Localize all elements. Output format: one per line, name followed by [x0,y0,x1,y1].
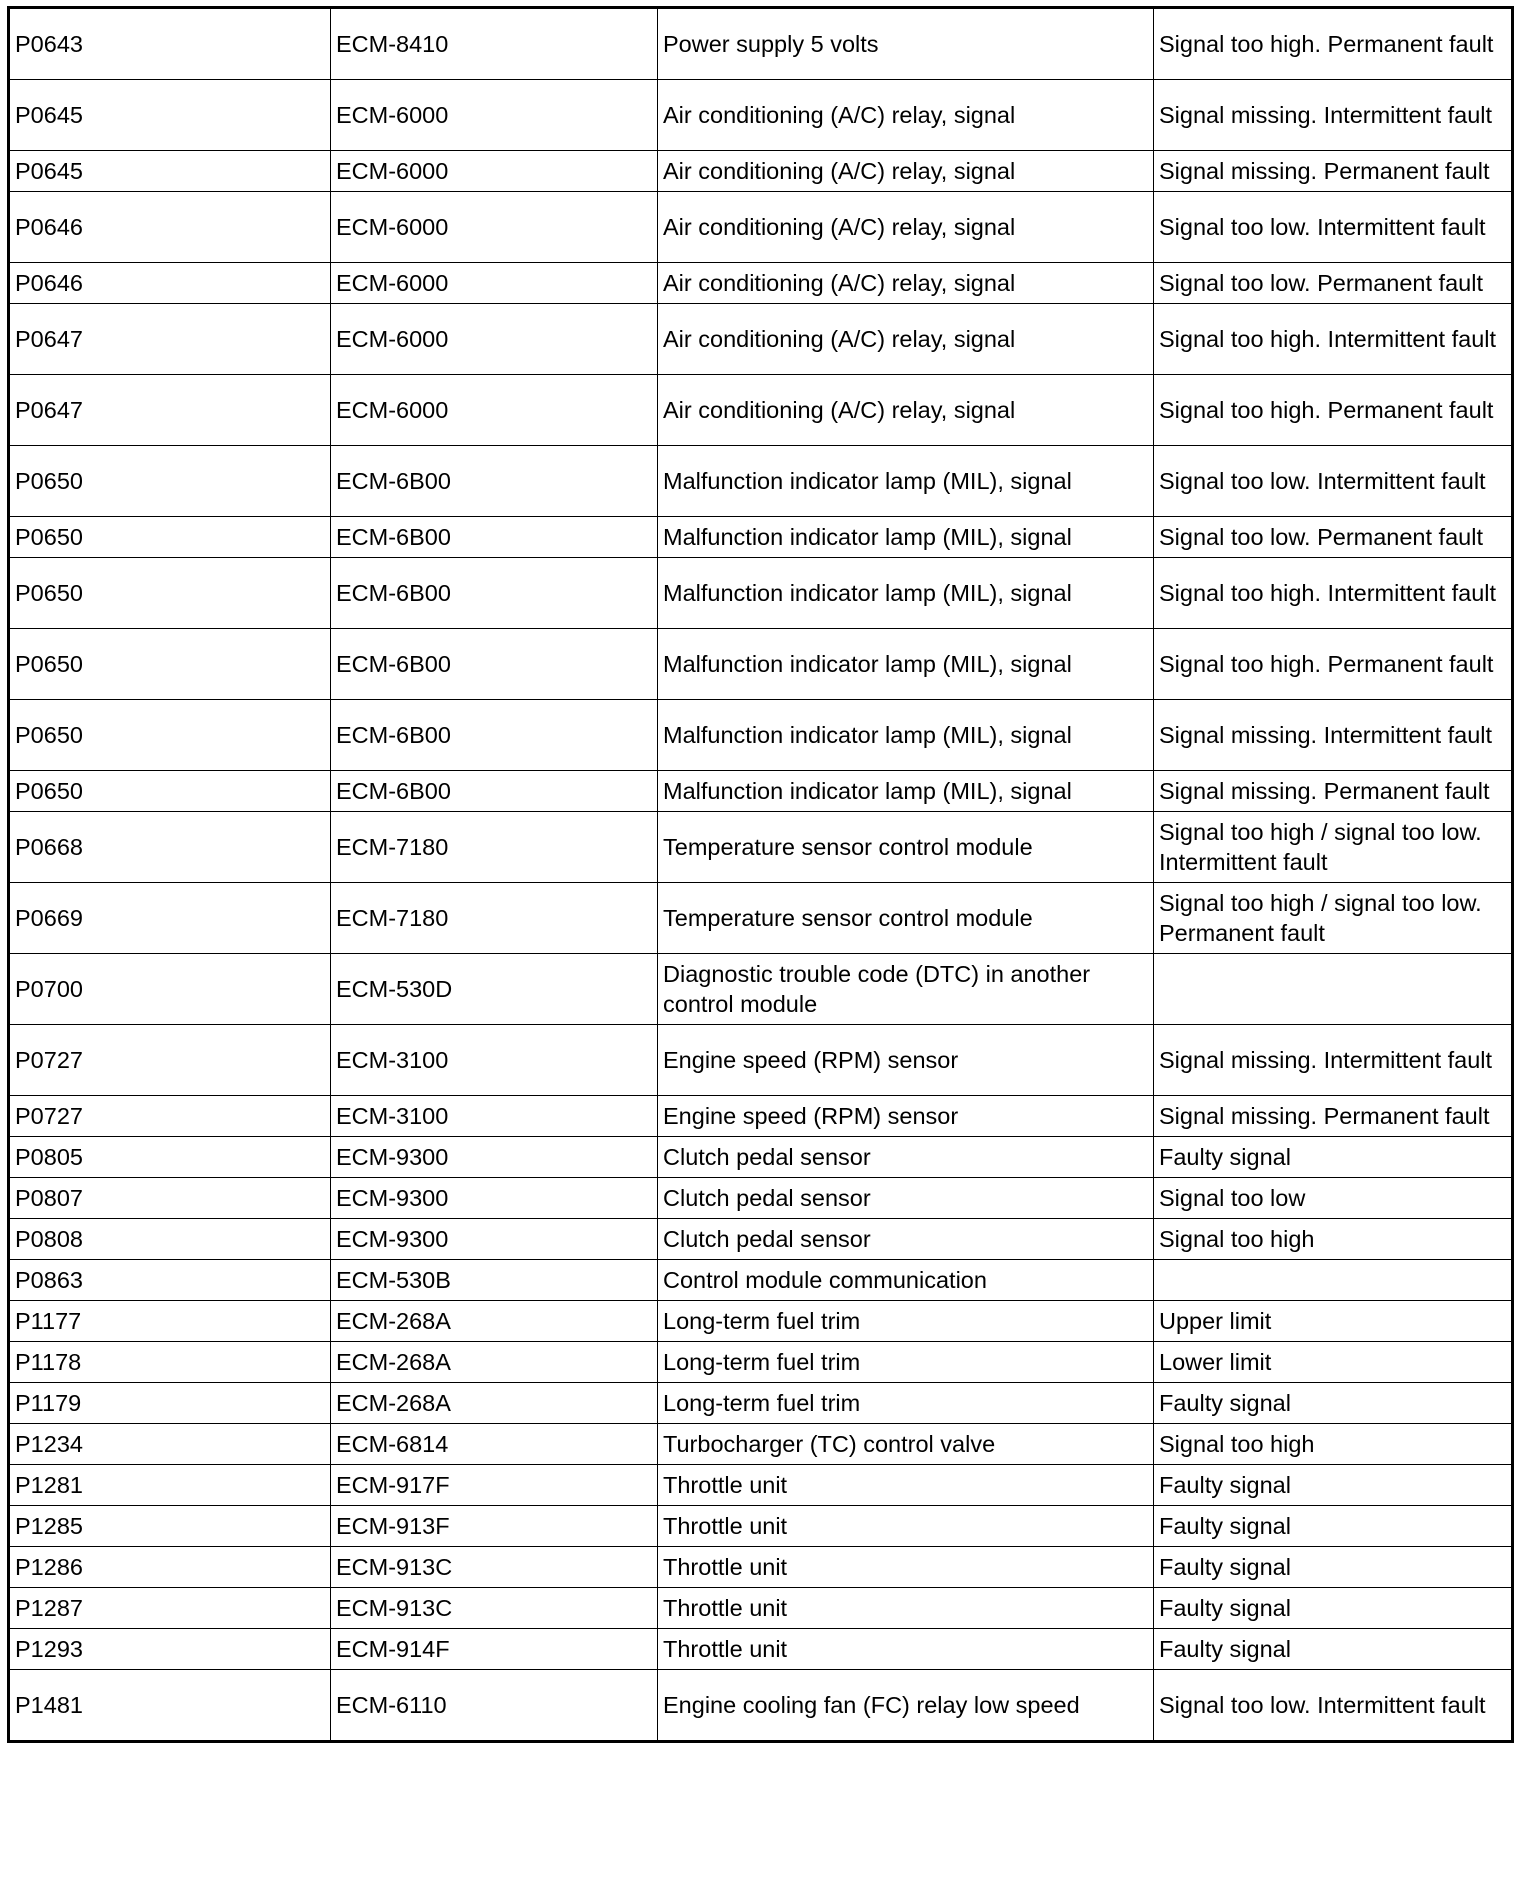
fault-description-cell: Signal too high [1154,1219,1513,1260]
dtc-code-cell: P0805 [9,1137,331,1178]
ecm-code-cell: ECM-9300 [331,1178,658,1219]
fault-description-cell [1154,954,1513,1025]
dtc-code-cell: P0647 [9,304,331,375]
dtc-code-cell: P1286 [9,1547,331,1588]
dtc-table-body [9,8,1513,1742]
table-row [9,1465,1513,1506]
table-row [9,1670,1513,1742]
component-cell: Air conditioning (A/C) relay, signal [658,151,1154,192]
dtc-code-cell: P0650 [9,558,331,629]
fault-description-cell: Upper limit [1154,1301,1513,1342]
fault-description-cell: Signal missing. Permanent fault [1154,151,1513,192]
component-cell: Throttle unit [658,1506,1154,1547]
component-cell: Malfunction indicator lamp (MIL), signal [658,446,1154,517]
table-row [9,80,1513,151]
ecm-code-cell: ECM-6B00 [331,700,658,771]
ecm-code-cell: ECM-913F [331,1506,658,1547]
dtc-code-cell: P0645 [9,151,331,192]
fault-description-cell: Signal too high. Intermittent fault [1154,304,1513,375]
table-row [9,558,1513,629]
fault-description-cell: Faulty signal [1154,1547,1513,1588]
dtc-code-cell: P0647 [9,375,331,446]
fault-description-cell: Signal too high. Permanent fault [1154,629,1513,700]
dtc-code-cell: P1234 [9,1424,331,1465]
ecm-code-cell: ECM-6000 [331,304,658,375]
dtc-code-cell: P0668 [9,812,331,883]
table-row [9,883,1513,954]
table-row [9,1260,1513,1301]
ecm-code-cell: ECM-917F [331,1465,658,1506]
component-cell: Engine cooling fan (FC) relay low speed [658,1670,1154,1742]
ecm-code-cell: ECM-6110 [331,1670,658,1742]
fault-description-cell [1154,1260,1513,1301]
component-cell: Throttle unit [658,1588,1154,1629]
table-row [9,192,1513,263]
fault-description-cell: Signal too high / signal too low. Permanent fault [1154,883,1513,954]
component-cell: Long-term fuel trim [658,1301,1154,1342]
table-row [9,1506,1513,1547]
component-cell: Clutch pedal sensor [658,1137,1154,1178]
fault-description-cell: Signal too low. Permanent fault [1154,517,1513,558]
component-cell: Malfunction indicator lamp (MIL), signal [658,558,1154,629]
dtc-code-cell: P0863 [9,1260,331,1301]
ecm-code-cell: ECM-9300 [331,1219,658,1260]
dtc-code-cell: P1285 [9,1506,331,1547]
table-row [9,446,1513,517]
dtc-code-cell: P0646 [9,263,331,304]
fault-description-cell: Faulty signal [1154,1506,1513,1547]
ecm-code-cell: ECM-7180 [331,812,658,883]
ecm-code-cell: ECM-6000 [331,263,658,304]
dtc-code-cell: P0650 [9,446,331,517]
dtc-code-cell: P0650 [9,517,331,558]
ecm-code-cell: ECM-6000 [331,151,658,192]
table-row [9,304,1513,375]
dtc-code-cell: P0807 [9,1178,331,1219]
ecm-code-cell: ECM-268A [331,1383,658,1424]
table-row [9,771,1513,812]
ecm-code-cell: ECM-6000 [331,192,658,263]
component-cell: Throttle unit [658,1465,1154,1506]
fault-description-cell: Signal too high / signal too low. Intermittent fault [1154,812,1513,883]
component-cell: Temperature sensor control module [658,812,1154,883]
table-row [9,517,1513,558]
component-cell: Clutch pedal sensor [658,1219,1154,1260]
table-row [9,1178,1513,1219]
ecm-code-cell: ECM-8410 [331,8,658,80]
table-row [9,1301,1513,1342]
fault-description-cell: Signal too high. Intermittent fault [1154,558,1513,629]
ecm-code-cell: ECM-268A [331,1301,658,1342]
fault-description-cell: Signal too low. Intermittent fault [1154,192,1513,263]
component-cell: Throttle unit [658,1629,1154,1670]
fault-description-cell: Signal too low. Intermittent fault [1154,1670,1513,1742]
ecm-code-cell: ECM-530D [331,954,658,1025]
ecm-code-cell: ECM-530B [331,1260,658,1301]
dtc-code-cell: P1481 [9,1670,331,1742]
table-row [9,375,1513,446]
ecm-code-cell: ECM-268A [331,1342,658,1383]
ecm-code-cell: ECM-6B00 [331,517,658,558]
dtc-table [7,6,1514,1743]
ecm-code-cell: ECM-7180 [331,883,658,954]
ecm-code-cell: ECM-913C [331,1547,658,1588]
dtc-code-cell: P1281 [9,1465,331,1506]
ecm-code-cell: ECM-9300 [331,1137,658,1178]
table-row [9,700,1513,771]
component-cell: Long-term fuel trim [658,1342,1154,1383]
component-cell: Air conditioning (A/C) relay, signal [658,192,1154,263]
fault-description-cell: Faulty signal [1154,1137,1513,1178]
table-row [9,1342,1513,1383]
component-cell: Malfunction indicator lamp (MIL), signal [658,771,1154,812]
component-cell: Diagnostic trouble code (DTC) in another control module [658,954,1154,1025]
ecm-code-cell: ECM-6000 [331,80,658,151]
component-cell: Clutch pedal sensor [658,1178,1154,1219]
dtc-code-cell: P0727 [9,1096,331,1137]
component-cell: Long-term fuel trim [658,1383,1154,1424]
fault-description-cell: Lower limit [1154,1342,1513,1383]
dtc-code-cell: P0669 [9,883,331,954]
component-cell: Air conditioning (A/C) relay, signal [658,375,1154,446]
component-cell: Throttle unit [658,1547,1154,1588]
fault-description-cell: Signal too low [1154,1178,1513,1219]
component-cell: Engine speed (RPM) sensor [658,1096,1154,1137]
fault-description-cell: Signal missing. Permanent fault [1154,1096,1513,1137]
dtc-code-cell: P1179 [9,1383,331,1424]
fault-description-cell: Signal too high. Permanent fault [1154,375,1513,446]
table-row [9,812,1513,883]
component-cell: Engine speed (RPM) sensor [658,1025,1154,1096]
component-cell: Malfunction indicator lamp (MIL), signal [658,517,1154,558]
component-cell: Temperature sensor control module [658,883,1154,954]
fault-description-cell: Signal too low. Permanent fault [1154,263,1513,304]
table-row [9,1629,1513,1670]
table-row [9,1025,1513,1096]
table-row [9,1383,1513,1424]
dtc-code-cell: P0650 [9,771,331,812]
ecm-code-cell: ECM-6B00 [331,629,658,700]
dtc-code-cell: P0643 [9,8,331,80]
ecm-code-cell: ECM-6B00 [331,446,658,517]
ecm-code-cell: ECM-913C [331,1588,658,1629]
fault-description-cell: Signal too low. Intermittent fault [1154,446,1513,517]
component-cell: Power supply 5 volts [658,8,1154,80]
dtc-code-cell: P1178 [9,1342,331,1383]
ecm-code-cell: ECM-3100 [331,1096,658,1137]
ecm-code-cell: ECM-6000 [331,375,658,446]
table-row [9,1219,1513,1260]
component-cell: Malfunction indicator lamp (MIL), signal [658,700,1154,771]
dtc-code-cell: P0650 [9,700,331,771]
component-cell: Malfunction indicator lamp (MIL), signal [658,629,1154,700]
dtc-code-cell: P0645 [9,80,331,151]
dtc-code-cell: P1177 [9,1301,331,1342]
ecm-code-cell: ECM-3100 [331,1025,658,1096]
component-cell: Air conditioning (A/C) relay, signal [658,263,1154,304]
dtc-code-cell: P0727 [9,1025,331,1096]
component-cell: Air conditioning (A/C) relay, signal [658,80,1154,151]
table-row [9,263,1513,304]
table-row [9,1588,1513,1629]
ecm-code-cell: ECM-6814 [331,1424,658,1465]
table-row [9,1424,1513,1465]
fault-description-cell: Faulty signal [1154,1629,1513,1670]
fault-description-cell: Faulty signal [1154,1465,1513,1506]
table-row [9,629,1513,700]
fault-description-cell: Signal missing. Intermittent fault [1154,1025,1513,1096]
fault-description-cell: Faulty signal [1154,1588,1513,1629]
dtc-code-cell: P0700 [9,954,331,1025]
table-row [9,151,1513,192]
fault-description-cell: Signal too high. Permanent fault [1154,8,1513,80]
fault-description-cell: Faulty signal [1154,1383,1513,1424]
fault-description-cell: Signal missing. Permanent fault [1154,771,1513,812]
ecm-code-cell: ECM-914F [331,1629,658,1670]
table-row [9,1137,1513,1178]
component-cell: Control module communication [658,1260,1154,1301]
component-cell: Turbocharger (TC) control valve [658,1424,1154,1465]
table-row [9,954,1513,1025]
dtc-code-cell: P0808 [9,1219,331,1260]
fault-description-cell: Signal missing. Intermittent fault [1154,700,1513,771]
fault-description-cell: Signal missing. Intermittent fault [1154,80,1513,151]
component-cell: Air conditioning (A/C) relay, signal [658,304,1154,375]
ecm-code-cell: ECM-6B00 [331,771,658,812]
dtc-code-cell: P0650 [9,629,331,700]
dtc-code-cell: P0646 [9,192,331,263]
dtc-code-cell: P1293 [9,1629,331,1670]
table-row [9,1096,1513,1137]
table-row [9,8,1513,80]
dtc-code-cell: P1287 [9,1588,331,1629]
ecm-code-cell: ECM-6B00 [331,558,658,629]
fault-description-cell: Signal too high [1154,1424,1513,1465]
table-row [9,1547,1513,1588]
